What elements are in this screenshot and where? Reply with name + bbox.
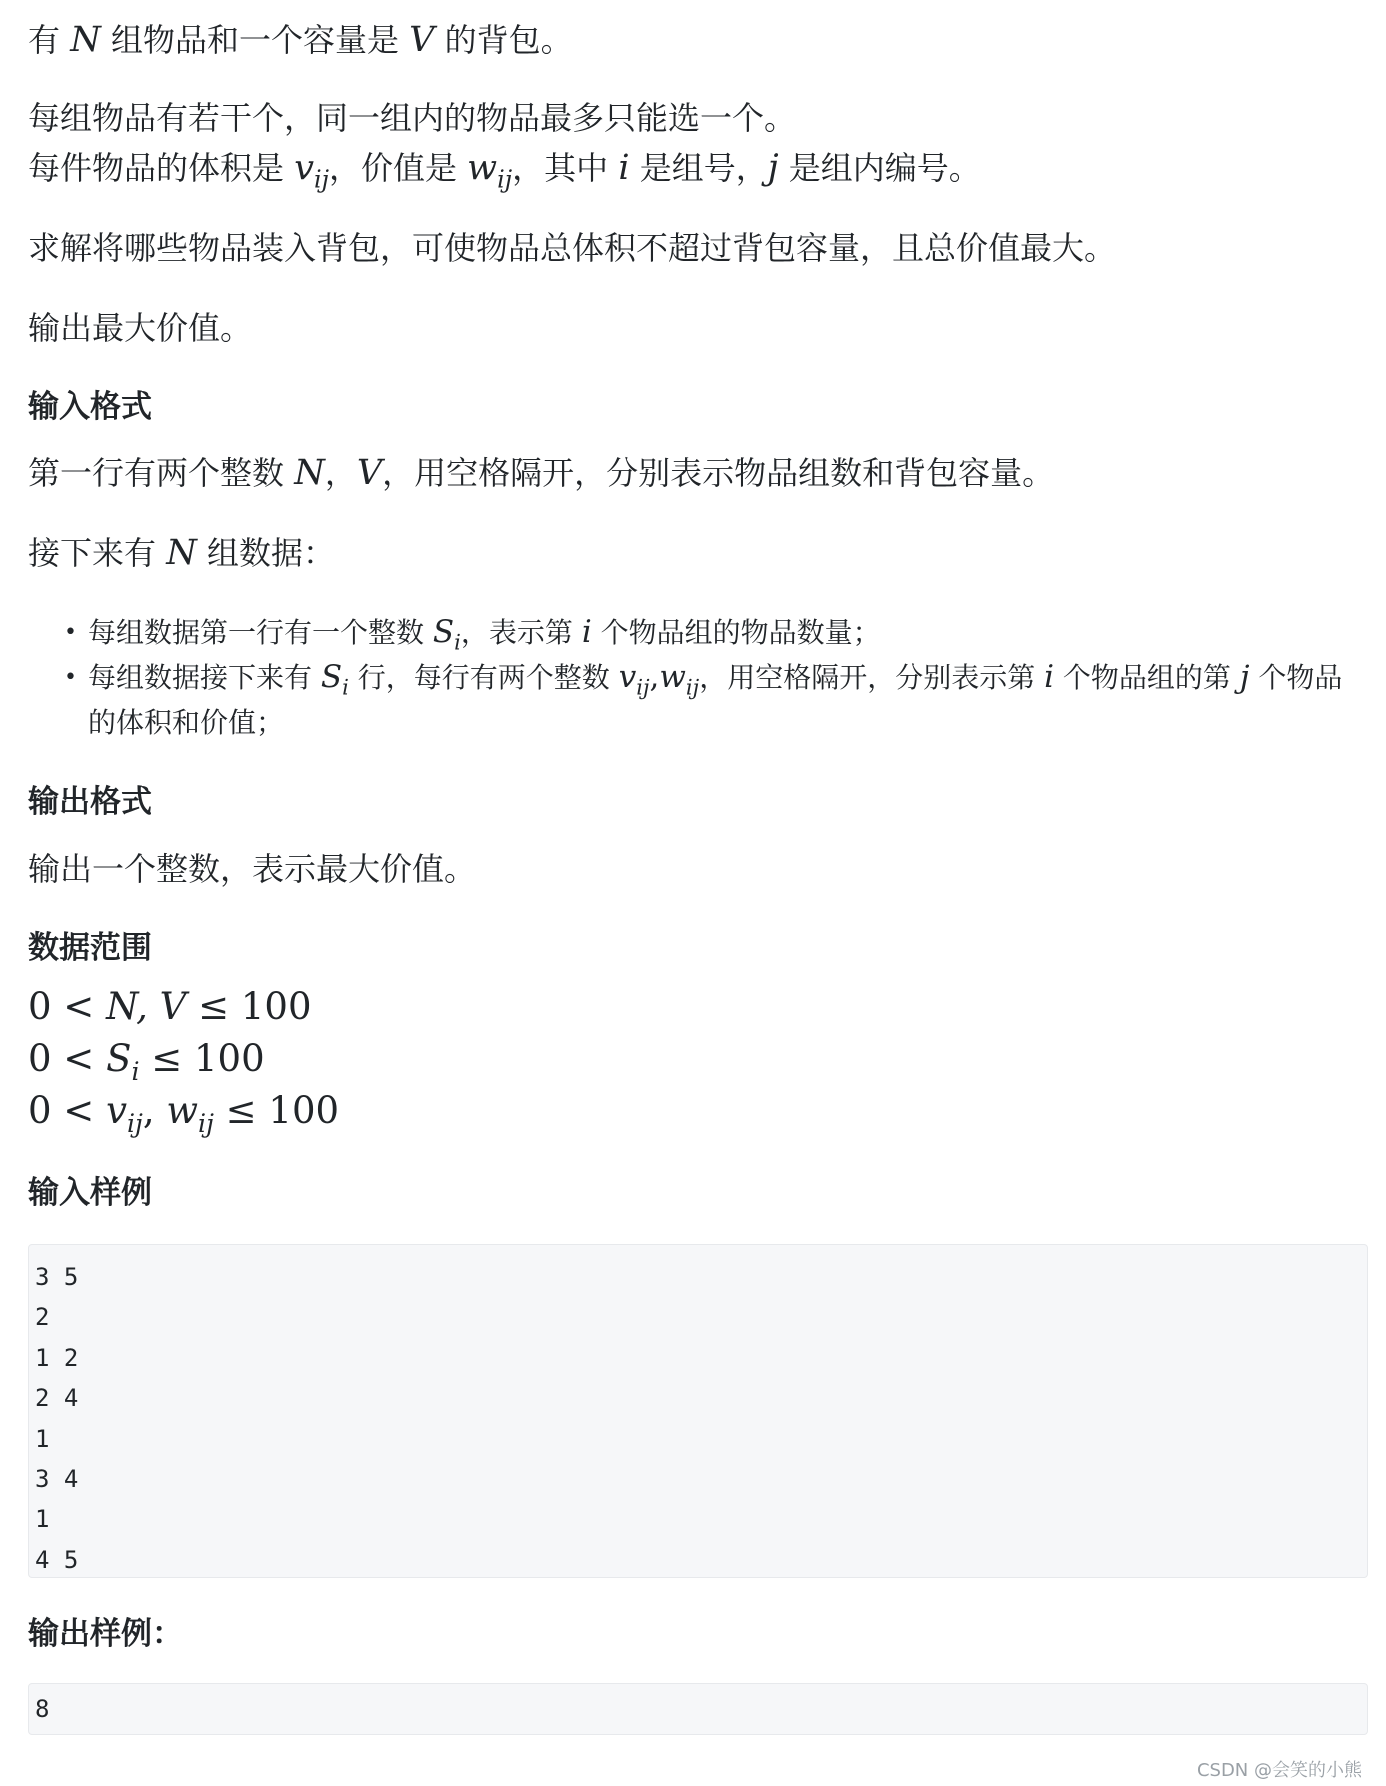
data-range-line-2: $0 < S_i \le 100$ <box>28 1037 265 1086</box>
data-range-line-3: $0 < v_{ij}$, $w_{ij} \le 100$ <box>28 1089 340 1138</box>
input-format-list <box>28 610 1386 745</box>
intro-line-5: 输出最大价值。 <box>28 309 253 347</box>
list-item: • 每组数据第一行有一个整数 $S_i$，表示第 i 个物品组的物品数量； <box>88 610 1386 655</box>
sample-input-heading: 输入样例 <box>28 1175 152 1211</box>
sample-input-code[interactable]: 3 5 2 1 2 2 4 1 3 4 1 4 5 <box>28 1244 1368 1578</box>
input-format-line-2: 接下来有 N 组数据： <box>28 533 335 573</box>
output-format-heading: 输出格式 <box>28 784 152 820</box>
data-range-line-1: 0 < N, V ≤ 100 <box>28 985 312 1028</box>
sample-output-code[interactable]: 8 <box>28 1683 1368 1735</box>
csdn-watermark: CSDN @会笑的小熊 <box>1196 1760 1362 1781</box>
input-format-heading: 输入格式 <box>28 389 152 425</box>
sample-output-heading: 输出样例： <box>28 1616 183 1652</box>
output-format-line-1: 输出一个整数，表示最大价值。 <box>28 850 477 888</box>
data-range-heading: 数据范围 <box>28 930 152 966</box>
intro-line-4: 求解将哪些物品装入背包，可使物品总体积不超过背包容量，且总价值最大。 <box>28 229 1117 267</box>
input-format-line-1: 第一行有两个整数 N，V，用空格隔开，分别表示物品组数和背包容量。 <box>28 453 1055 493</box>
list-item: • 每组数据接下来有 $S_i$ 行，每行有两个整数 $v_{ij},w_{ij}$，用空格隔开，分别表示第 i 个物品组的第 j 个物品 的体积和价值； <box>88 655 1386 745</box>
intro-line-3: 每件物品的体积是 $v_{ij}$，价值是 $w_{ij}$，其中 i 是组号，j 是组内编号。 <box>28 148 981 194</box>
intro-line-1: 有 N 组物品和一个容量是 V 的背包。 <box>28 20 573 60</box>
intro-line-2: 每组物品有若干个，同一组内的物品最多只能选一个。 <box>28 99 797 137</box>
